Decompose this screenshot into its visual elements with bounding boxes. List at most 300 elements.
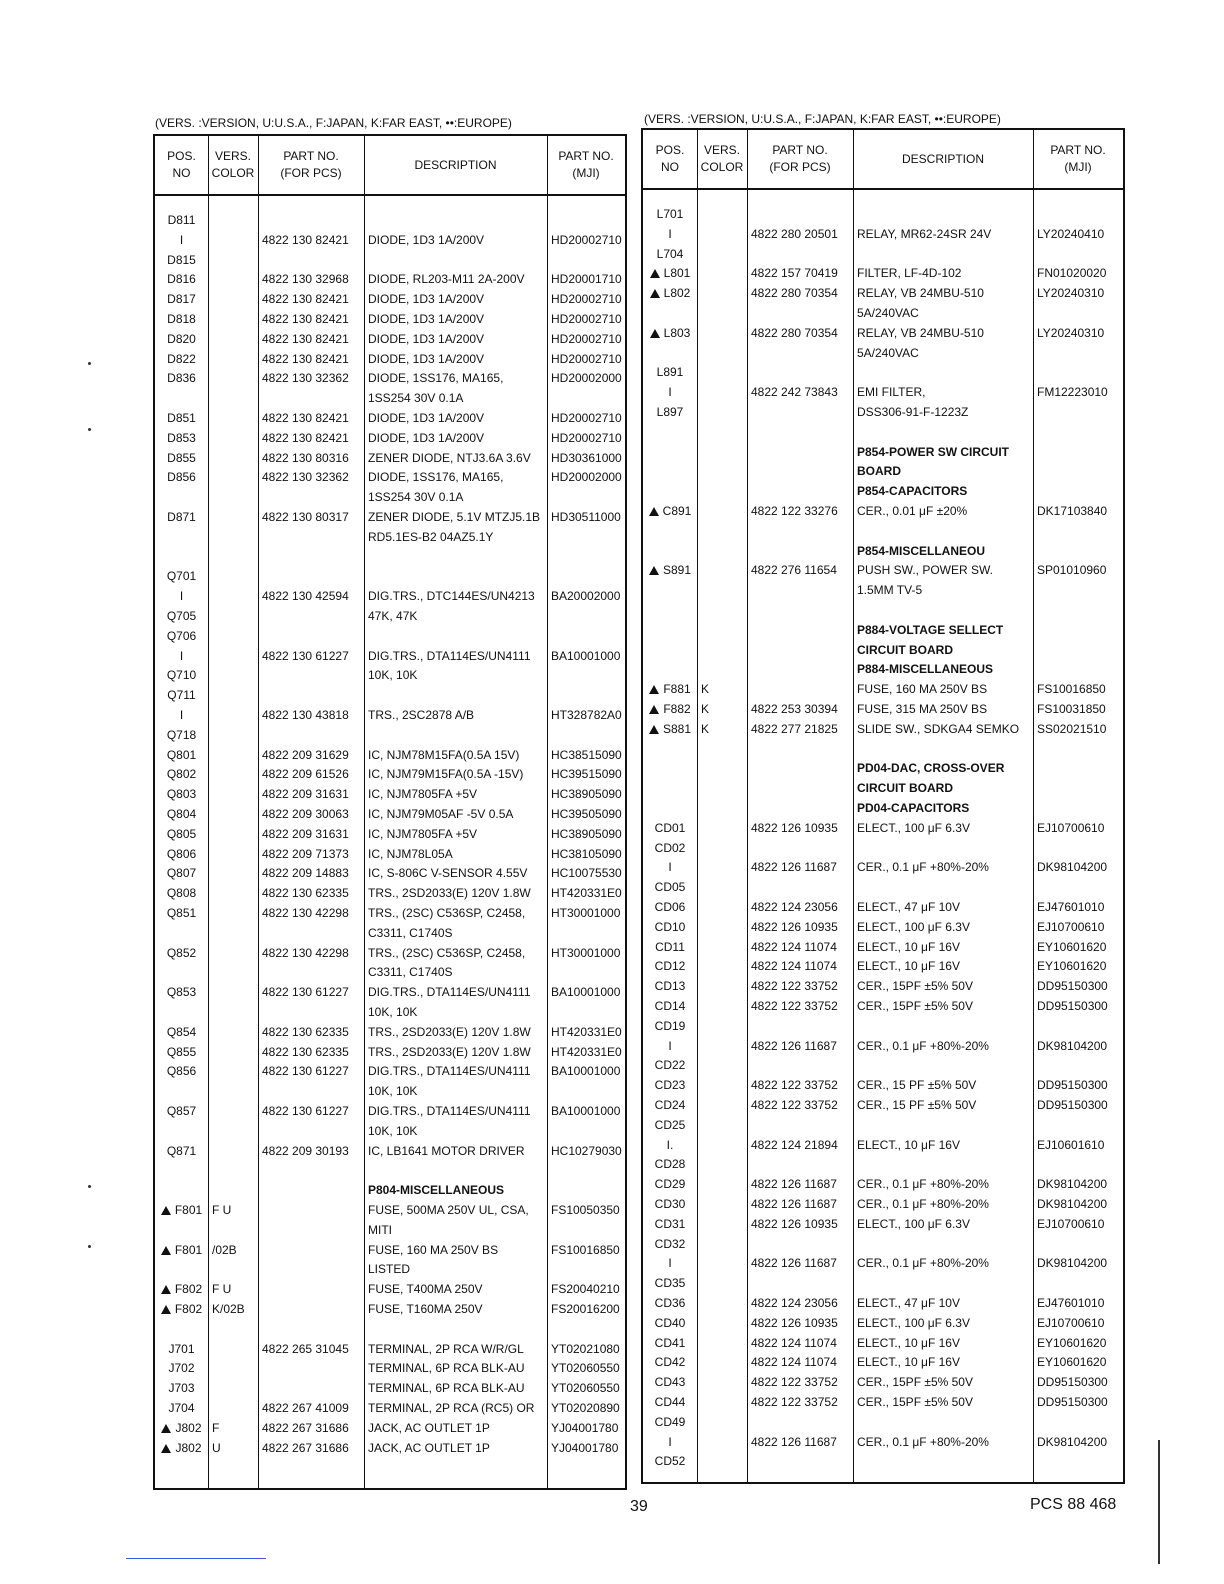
cell-desc [368, 368, 547, 388]
cell-text: DIODE, 1D3 1A/200V [368, 331, 485, 346]
cell-text: IC, NJM79M15FA(0.5A -15V) [368, 767, 524, 782]
cell-mji [1037, 323, 1123, 343]
cell-pos [155, 368, 208, 388]
cell-mji [1037, 1095, 1123, 1115]
cell-text: F882 [663, 702, 691, 716]
cell-mji [1037, 382, 1123, 402]
cell-mji [1037, 1214, 1123, 1234]
cell-pos [155, 1358, 208, 1378]
cell-pos [155, 566, 208, 586]
cell-text: 4822 209 71373 [262, 846, 349, 861]
cell-desc [857, 382, 1033, 402]
cell-text: Q806 [166, 846, 197, 861]
cell-mji [551, 883, 625, 903]
cell-text: 1SS254 30V 0.1A [368, 391, 464, 406]
cell-text: 4822 157 70419 [751, 266, 838, 281]
cell-pos [155, 507, 208, 527]
cell-part [751, 1174, 853, 1194]
cell-text: 4822 130 82421 [262, 411, 349, 425]
table-row [155, 1101, 625, 1121]
cell-text: RELAY, VB 24MBU-510 [857, 286, 984, 301]
parts-table-left [153, 134, 627, 1490]
cell-desc [857, 956, 1033, 976]
cell-part [751, 1293, 853, 1313]
table-row [643, 1293, 1123, 1313]
cell-desc [857, 442, 1033, 462]
table-row [155, 1220, 625, 1240]
cell-desc [368, 1101, 547, 1121]
table-row [643, 838, 1123, 858]
cell-pos [643, 897, 697, 917]
cell-part [262, 863, 364, 883]
cell-text: 4822 126 11687 [751, 1197, 837, 1211]
table-row [643, 1333, 1123, 1353]
cell-text: HD20002710 [551, 292, 622, 307]
cell-text: J701 [168, 1341, 195, 1356]
cell-text: 4822 209 30063 [262, 807, 349, 821]
table-row [643, 1055, 1123, 1075]
cell-part [751, 323, 853, 343]
cell-text: FN01020020 [1037, 266, 1107, 281]
cell-desc [857, 461, 1033, 481]
cell-text: CER., 0.1 μF +80%-20% [857, 1177, 989, 1192]
cell-part [262, 1061, 364, 1081]
cell-text: DD95150300 [1037, 999, 1108, 1013]
cell-text: FS10050350 [551, 1203, 620, 1217]
cell-mji [551, 824, 625, 844]
table-row [155, 923, 625, 943]
cell-pos [155, 844, 208, 864]
cell-part [751, 917, 853, 937]
cell-pos [155, 250, 208, 270]
cell-pos [155, 903, 208, 923]
cell-text: HD20001710 [551, 272, 622, 287]
cell-desc [368, 349, 547, 369]
cell-text: IC, NJM78L05A [368, 846, 453, 861]
cell-text: 4822 124 11074 [751, 1335, 837, 1350]
cell-pos [155, 1418, 208, 1438]
cell-pos [643, 1194, 697, 1214]
cell-text: RELAY, VB 24MBU-510 [857, 325, 984, 340]
cell-desc [857, 917, 1033, 937]
table-row [155, 408, 625, 428]
cell-part [262, 507, 364, 527]
cell-pos [155, 329, 208, 349]
cell-vers [212, 1438, 258, 1458]
cell-text: 4822 122 33752 [751, 999, 838, 1013]
cell-text: Q701 [166, 569, 197, 584]
cell-text: Q854 [166, 1024, 197, 1039]
cell-desc [857, 263, 1033, 283]
cell-pos [155, 210, 208, 230]
cell-part [751, 1075, 853, 1095]
cell-text: YJ04001780 [551, 1440, 619, 1455]
cell-desc [857, 897, 1033, 917]
cell-text: EJ10700610 [1037, 1216, 1105, 1231]
warning-triangle-icon [650, 269, 660, 278]
cell-text: D820 [167, 331, 196, 346]
cell-text: Q718 [166, 727, 197, 742]
cell-text: F802 [174, 1302, 203, 1316]
table-row [643, 1214, 1123, 1234]
table-row [643, 1392, 1123, 1412]
cell-text: F [212, 1420, 220, 1435]
cell-text: 4822 124 21894 [751, 1137, 838, 1152]
table-row [155, 745, 625, 765]
cell-text: FUSE, 160 MA 250V BS [368, 1242, 499, 1257]
cell-text: HC39505090 [551, 807, 622, 821]
cell-text: 4822 124 23056 [751, 1296, 838, 1310]
margin-rule [1158, 1440, 1160, 1564]
table-row [643, 323, 1123, 343]
cell-text: TRS., 2SD2033(E) 120V 1.8W [368, 1024, 531, 1039]
table-row [155, 1022, 625, 1042]
cell-desc [857, 719, 1033, 739]
table-row [643, 877, 1123, 897]
cell-desc [368, 1061, 547, 1081]
table-row [643, 303, 1123, 323]
cell-text: EJ10601610 [1037, 1137, 1105, 1152]
cell-mji [551, 784, 625, 804]
cell-text: Q852 [166, 945, 197, 960]
table-row [643, 956, 1123, 976]
cell-text: ELECT., 10 μF 16V [857, 1355, 960, 1370]
cell-desc [368, 507, 547, 527]
cell-pos [155, 863, 208, 883]
cell-desc [368, 309, 547, 329]
cell-text: HD20002000 [551, 371, 622, 386]
cell-pos [643, 1115, 697, 1135]
table-row [643, 1253, 1123, 1273]
table-row [155, 250, 625, 270]
cell-pos [155, 1398, 208, 1418]
cell-text: SP01010960 [1037, 563, 1107, 578]
cell-pos [643, 382, 697, 402]
cell-desc [857, 1293, 1033, 1313]
cell-text: 4822 130 80316 [262, 450, 349, 465]
cell-vers [212, 1299, 258, 1319]
cell-text: DIODE, 1SS176, MA165, [368, 470, 504, 485]
cell-text: D871 [167, 510, 196, 524]
cell-mji [551, 804, 625, 824]
cell-text: DD95150300 [1037, 1098, 1108, 1112]
cell-pos [643, 1293, 697, 1313]
cell-text: DIODE, 1D3 1A/200V [368, 292, 485, 307]
cell-text: C3311, C1740S [368, 965, 453, 980]
cell-pos [643, 1036, 697, 1056]
cell-pos [155, 943, 208, 963]
cell-desc [368, 1438, 547, 1458]
cell-part [751, 1333, 853, 1353]
cell-pos [155, 883, 208, 903]
cell-text: DK98104200 [1037, 1177, 1108, 1192]
cell-text: 4822 130 82421 [262, 312, 349, 326]
cell-text: L801 [663, 266, 691, 281]
cell-pos [643, 1016, 697, 1036]
cell-text: D817 [167, 292, 196, 307]
cell-text: P884-VOLTAGE SELLECT [857, 622, 1004, 637]
cell-pos [155, 745, 208, 765]
cell-mji [1037, 263, 1123, 283]
table-row [643, 818, 1123, 838]
table-row [155, 725, 625, 745]
cell-text: EY10601620 [1037, 939, 1107, 954]
warning-triangle-icon [649, 725, 659, 734]
cell-pos [643, 1273, 697, 1293]
cell-text: P854-MISCELLANEOU [857, 543, 986, 558]
cell-text: DK98104200 [1037, 1256, 1108, 1271]
cell-text: 4822 122 33752 [751, 1395, 838, 1409]
cell-text: 4822 130 82421 [262, 351, 349, 366]
cell-text: 4822 126 11687 [751, 860, 837, 875]
cell-text: 4822 130 61227 [262, 1064, 349, 1079]
cell-desc [857, 857, 1033, 877]
cell-text: Q807 [166, 866, 197, 881]
cell-mji [1037, 897, 1123, 917]
cell-text: YJ04001780 [551, 1420, 619, 1435]
cell-text: FUSE, 160 MA 250V BS [857, 682, 988, 697]
cell-text: CER., 0.1 μF +80%-20% [857, 1434, 989, 1449]
cell-pos [643, 204, 697, 224]
cell-desc [857, 1075, 1033, 1095]
cell-part [751, 1095, 853, 1115]
cell-desc [857, 758, 1033, 778]
cell-part [751, 1432, 853, 1452]
table-row [643, 798, 1123, 818]
cell-text: CD14 [654, 999, 686, 1013]
table-row [155, 883, 625, 903]
header-vers: VERS. COLOR [211, 149, 255, 180]
cell-desc [368, 230, 547, 250]
cell-pos [643, 1075, 697, 1095]
cell-desc [368, 1002, 547, 1022]
cell-text: 4822 130 82421 [262, 430, 349, 445]
cell-desc [368, 1378, 547, 1398]
cell-desc [857, 976, 1033, 996]
cell-desc [857, 560, 1033, 580]
table-row [643, 620, 1123, 640]
cell-text: 4822 130 42594 [262, 589, 349, 604]
cell-text: BA10001000 [551, 648, 621, 663]
cell-pos [643, 956, 697, 976]
cell-mji [1037, 1036, 1123, 1056]
table-row [155, 329, 625, 349]
cell-text: D816 [167, 272, 196, 287]
cell-mji [1037, 956, 1123, 976]
cell-pos [643, 1253, 697, 1273]
cell-desc [368, 646, 547, 666]
cell-text: J802 [175, 1420, 202, 1435]
cell-part [262, 1398, 364, 1418]
cell-desc [368, 863, 547, 883]
cell-desc [368, 586, 547, 606]
cell-pos [643, 1392, 697, 1412]
cell-part [262, 1042, 364, 1062]
cell-text: I [668, 226, 672, 241]
table-row [643, 600, 1123, 620]
cell-mji [1037, 679, 1123, 699]
table-row [643, 1313, 1123, 1333]
cell-desc [857, 1135, 1033, 1155]
cell-text: EJ47601010 [1037, 1296, 1105, 1310]
cell-text: HC38905090 [551, 826, 622, 841]
cell-mji [1037, 917, 1123, 937]
cell-desc [368, 943, 547, 963]
cell-part [262, 349, 364, 369]
cell-pos [155, 784, 208, 804]
cell-text: CD42 [654, 1355, 686, 1370]
cell-pos [155, 1042, 208, 1062]
cell-pos [643, 1333, 697, 1353]
cell-part [262, 269, 364, 289]
cell-pos [643, 362, 697, 382]
cell-pos [643, 838, 697, 858]
cell-mji [551, 289, 625, 309]
cell-text: 4822 122 33752 [751, 1098, 838, 1112]
cell-text: 4822 130 80317 [262, 510, 349, 524]
cell-text: 4822 209 14883 [262, 866, 349, 881]
warning-triangle-icon [161, 1285, 171, 1294]
scan-speck [88, 428, 91, 431]
cell-text: 4822 209 31631 [262, 826, 349, 841]
cell-pos [155, 804, 208, 824]
cell-vers [212, 1279, 258, 1299]
cell-desc [857, 541, 1033, 561]
cell-pos [155, 467, 208, 487]
cell-text: IC, NJM79M05AF -5V 0.5A [368, 807, 514, 821]
table-row [155, 467, 625, 487]
warning-triangle-icon [650, 289, 660, 298]
cell-pos [155, 349, 208, 369]
cell-pos [643, 857, 697, 877]
cell-text: 4822 209 31631 [262, 787, 349, 802]
warning-triangle-icon [650, 329, 660, 338]
cell-text: J802 [175, 1440, 202, 1455]
cell-text: 4822 130 62335 [262, 1044, 349, 1059]
cell-text: DK17103840 [1037, 504, 1108, 518]
cell-text: 4822 126 11687 [751, 1038, 837, 1053]
cell-text: C3311, C1740S [368, 925, 453, 940]
cell-pos [643, 917, 697, 937]
cell-text: CD19 [654, 1018, 686, 1033]
cell-text: CD41 [654, 1335, 686, 1350]
cell-mji [551, 943, 625, 963]
table-row [155, 1240, 625, 1260]
cell-part [262, 883, 364, 903]
cell-text: EY10601620 [1037, 1335, 1107, 1350]
cell-text: CD32 [654, 1236, 686, 1251]
cell-pos [155, 982, 208, 1002]
cell-pos [155, 309, 208, 329]
table-row [643, 382, 1123, 402]
cell-text: BA10001000 [551, 1104, 621, 1118]
cell-part [262, 784, 364, 804]
cell-text: ELECT., 100 μF 6.3V [857, 820, 970, 835]
cell-text: DK98104200 [1037, 1038, 1108, 1053]
cell-part [262, 764, 364, 784]
cell-text: L891 [656, 365, 684, 380]
cell-desc [368, 467, 547, 487]
cell-text: K/02B [212, 1302, 245, 1316]
cell-text: J704 [168, 1401, 195, 1415]
table-row [155, 784, 625, 804]
table-row [155, 1299, 625, 1319]
cell-desc [368, 1358, 547, 1378]
cell-text: ELECT., 10 μF 16V [857, 1137, 960, 1152]
cell-text: CD44 [654, 1395, 686, 1409]
table-row [643, 224, 1123, 244]
cell-text: TRS., 2SC2878 A/B [368, 708, 475, 722]
cell-text: IC, NJM78M15FA(0.5A 15V) [368, 747, 520, 762]
cell-text: Q871 [166, 1143, 197, 1158]
cell-desc [857, 679, 1033, 699]
cell-part [751, 699, 853, 719]
cell-mji [551, 1418, 625, 1438]
cell-mji [551, 349, 625, 369]
header-vers: VERS. COLOR [700, 143, 744, 174]
table-row [643, 719, 1123, 739]
cell-desc [857, 481, 1033, 501]
cell-desc [857, 778, 1033, 798]
cell-text: CD01 [654, 820, 686, 835]
cell-text: Q710 [166, 668, 197, 683]
cell-desc [368, 764, 547, 784]
table-row [643, 362, 1123, 382]
cell-part [262, 943, 364, 963]
cell-text: DIODE, 1D3 1A/200V [368, 232, 485, 247]
cell-vers [212, 1418, 258, 1438]
cell-part [262, 745, 364, 765]
cell-part [751, 897, 853, 917]
cell-pos [643, 976, 697, 996]
cell-text: 5A/240VAC [857, 345, 919, 360]
cell-text: 4822 124 11074 [751, 1355, 837, 1370]
cell-text: F881 [663, 682, 691, 697]
cell-text: CD30 [654, 1197, 686, 1211]
cell-pos [155, 1378, 208, 1398]
table-row [643, 699, 1123, 719]
cell-text: 4822 130 82421 [262, 232, 349, 247]
cell-text: RELAY, MR62-24SR 24V [857, 226, 992, 241]
cell-text: CER., 0.1 μF +80%-20% [857, 1038, 989, 1053]
cell-text: 4822 130 62335 [262, 1024, 349, 1039]
cell-text: D811 [167, 213, 196, 227]
cell-pos [155, 1299, 208, 1319]
cell-desc [368, 1418, 547, 1438]
cell-mji [551, 745, 625, 765]
cell-pos [643, 1412, 697, 1432]
cell-pos [643, 263, 697, 283]
cell-mji [551, 448, 625, 468]
table-row [155, 1061, 625, 1081]
cell-text: TERMINAL, 6P RCA BLK-AU [368, 1381, 525, 1396]
table-row [155, 368, 625, 388]
cell-text: HT328782A0 [551, 708, 622, 722]
cell-text: HD20002710 [551, 351, 622, 366]
table-row [155, 566, 625, 586]
cell-mji [551, 1061, 625, 1081]
cell-text: 4822 209 31629 [262, 747, 349, 762]
cell-text: CD36 [654, 1296, 686, 1310]
cell-text: CD24 [654, 1098, 686, 1112]
cell-text: YT02020890 [551, 1401, 620, 1415]
cell-desc [368, 1022, 547, 1042]
cell-pos [643, 224, 697, 244]
cell-mji [1037, 996, 1123, 1016]
cell-part [262, 844, 364, 864]
table-header [155, 136, 625, 196]
cell-text: BA20002000 [551, 589, 621, 604]
